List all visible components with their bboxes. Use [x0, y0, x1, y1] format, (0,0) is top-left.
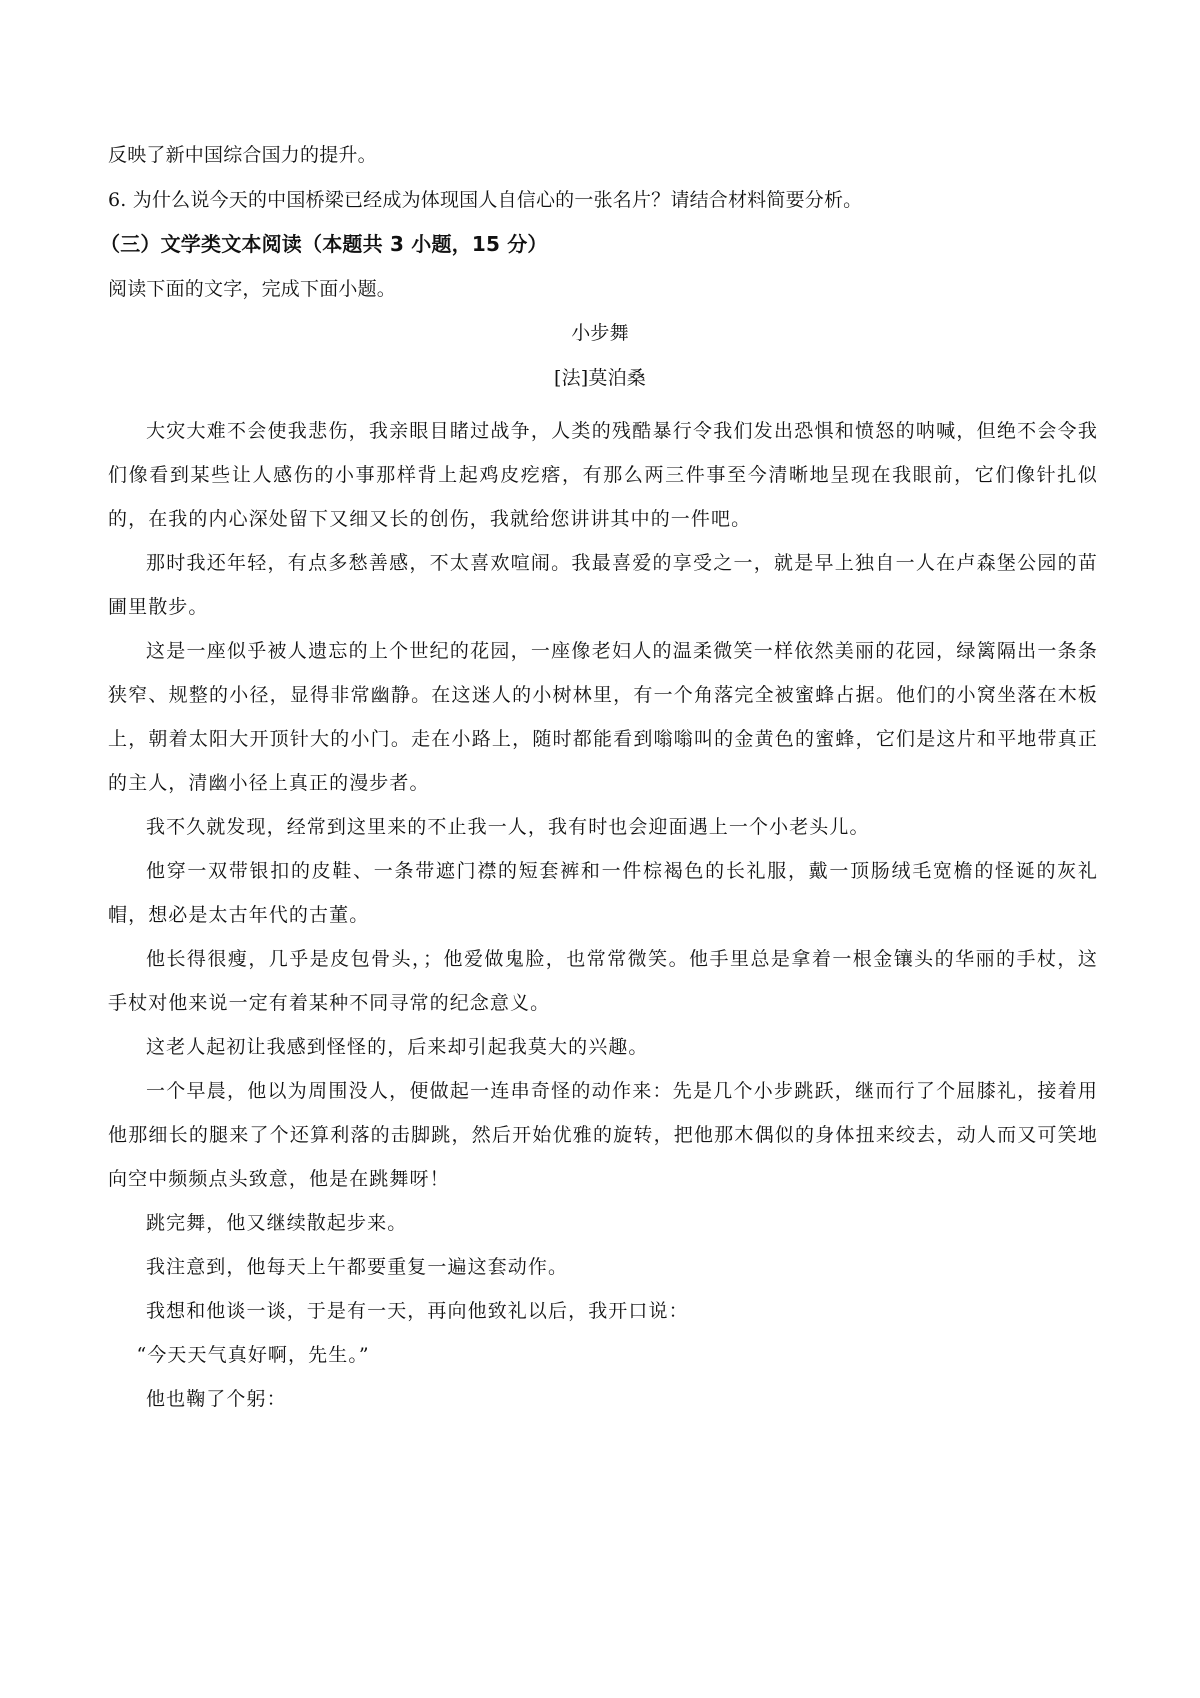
- story-paragraph-8: 一个早晨，他以为周围没人，便做起一连串奇怪的动作来：先是几个小步跳跃，继而行了个屈膝礼，接着用他那细长的腿来了个还算利落的击脚跳，然后开始优雅的旋转，把他那木偶似的身体扭来绞去，动人而又可笑地向空中频频点头致意，他是在跳舞呀！: [108, 1080, 1098, 1190]
- story-paragraph-7: 这老人起初让我感到怪怪的，后来却引起我莫大的兴趣。: [146, 1036, 649, 1058]
- reading-instruction: 阅读下面的文字，完成下面小题。: [108, 278, 397, 300]
- story-paragraph-6: 他长得很瘦，几乎是皮包骨头，；他爱做鬼脸，也常常微笑。他手里总是拿着一根金镶头的华丽的手杖，这手杖对他来说一定有着某种不同寻常的纪念意义。: [108, 948, 1098, 1014]
- story-paragraph-9: 跳完舞，他又继续散起步来。: [146, 1212, 408, 1234]
- previous-paragraph-end: 反映了新中国综合国力的提升。: [108, 144, 377, 166]
- story-paragraph-5: 他穿一双带银扣的皮鞋、一条带遮门襟的短套裤和一件棕褐色的长礼服，戴一顶肠绒毛宽檐的怪诞的灰礼帽，想必是太古年代的古董。: [108, 860, 1098, 926]
- story-paragraph-1: 大灾大难不会使我悲伤，我亲眼目睹过战争，人类的残酷暴行令我们发出恐惧和愤怒的呐喊，但绝不会令我们像看到某些让人感伤的小事那样背上起鸡皮疙瘩，有那么两三件事至今清晰地呈现在我眼前，它们像针扎似的，在我的内心深处留下又细又长的创伤，我就给您讲讲其中的一件吧。: [108, 420, 1098, 530]
- story-title: 小步舞: [571, 322, 629, 344]
- story-paragraph-2: 那时我还年轻，有点多愁善感，不太喜欢喧闹。我最喜爱的享受之一，就是早上独自一人在卢森堡公园的苗圃里散步。: [108, 552, 1098, 618]
- story-paragraph-3: 这是一座似乎被人遗忘的上个世纪的花园，一座像老妇人的温柔微笑一样依然美丽的花园，绿篱隔出一条条狭窄、规整的小径，显得非常幽静。在这迷人的小树林里，有一个角落完全被蜜蜂占据。他们的小窝坐落在木板上，朝着太阳大开顶针大的小门。走在小路上，随时都能看到嗡嗡叫的金黄色的蜜蜂，它们是这片和平地带真正的主人，清幽小径上真正的漫步者。: [108, 640, 1098, 794]
- story-paragraph-13: 他也鞠了个躬：: [146, 1388, 287, 1410]
- story-paragraph-4: 我不久就发现，经常到这里来的不止我一人，我有时也会迎面遇上一个小老头儿。: [146, 816, 870, 838]
- story-author: [法]莫泊桑: [553, 367, 647, 389]
- story-paragraph-10: 我注意到，他每天上午都要重复一遍这套动作。: [146, 1256, 569, 1278]
- story-paragraph-12: “今天天气真好啊，先生。”: [136, 1344, 370, 1366]
- section-heading: （三）文学类文本阅读（本题共 3 小题，15 分）: [100, 232, 548, 256]
- story-paragraph-11: 我想和他谈一谈，于是有一天，再向他致礼以后，我开口说：: [146, 1300, 689, 1322]
- question-6: 6. 为什么说今天的中国桥梁已经成为体现国人自信心的一张名片？请结合材料简要分析。: [108, 189, 863, 211]
